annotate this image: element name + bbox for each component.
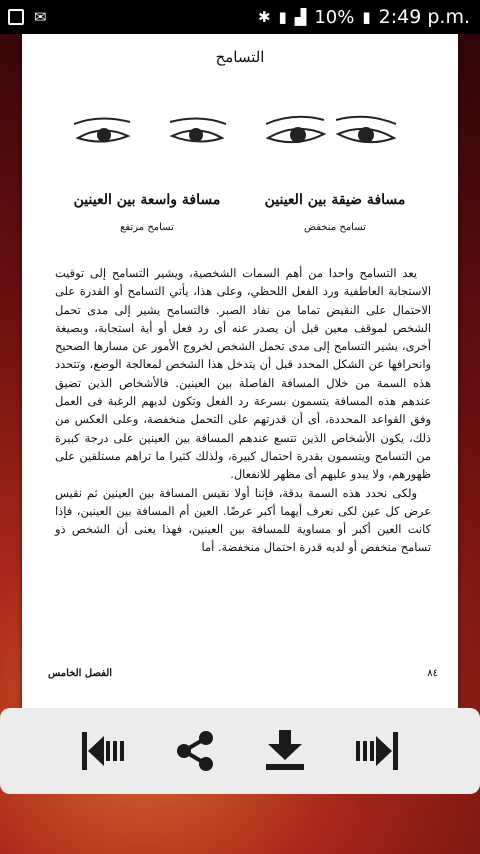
paragraph: يعد التسامح واحدا من أهم السمات الشخصية، ويشير التسامح إلى توقيت الاستجابة العاطفية ورد الفعل اللحظي، وعلى هذا، يأتي التسامح أو القدرة على الاحتمال على النقيض تماما من نفاد الصبر. فالتسامح يشير إلى مدى تحمل الشخص لموقف معين قبل أن يصدر عنه أى رد فعل أو أية استجابة، وبصيغة أخرى، يشير التسامح إلى مدى تحمل الشخص لخروج الأمور عن مسارها الصحيح وانحرافها عن الشكل المحدد قبل أن يتدخل هذا الشخص لمعالجة الوضع، وتتحدد هذه السمة من خلال المسافة الفاصلة بين العينين. فالأشخاص الذين تضيق عندهم هذه المسافة يتسمون بسرعة رد الفعل وتكون لديهم الرغبة فى العمل وفق القواعد المحددة، أى أن قدرتهم على التحمل منخفضة، وعلى العكس من ذلك، يكون الأشخاص الذين تتسع عندهم المسافة بين العينين على درجة كبيرة من التسامح ويتسمون بقدرة احتمال كبيرة، ولذلك كثيرا ما تراهم مستلقين على ظهورهم، ولا يبدو عليهم أى مظهر للانفعال. <box>55 266 431 482</box>
previous-page-icon <box>78 724 132 778</box>
share-button[interactable] <box>168 724 222 778</box>
caption-wide <box>52 192 242 233</box>
caption-wide-title: مسافة واسعة بين العينين <box>73 192 221 208</box>
caption-narrow-sub: تسامح منخفض <box>304 222 366 233</box>
page-number: ٨٤ <box>427 668 438 679</box>
status-bar <box>0 0 480 34</box>
caption-narrow <box>240 192 430 233</box>
clock: 2:49 p.m. <box>378 6 470 28</box>
mail-icon: ✉ <box>34 8 47 26</box>
next-page-button[interactable] <box>348 724 402 778</box>
share-icon <box>168 724 222 778</box>
signal-icon: ▟ <box>294 8 307 26</box>
body-text <box>55 264 431 557</box>
footer-chapter: الفصل الخامس <box>48 668 113 679</box>
caption-narrow-title: مسافة ضيقة بين العينين <box>264 192 406 208</box>
battery-icon: ▮ <box>362 8 371 26</box>
paragraph: ولكى نحدد هذه السمة بدقة، فإننا أولا نقيس المسافة بين العينين ثم نقيس عرض كل عين لكى نعرف أيهما أكبر عرضًا. العين أم المسافة بين العينين، فإذا كانت العين أكبر أو مساوية للمسافة بين العينين، فهذا يعنى أن الشخص ذو تسامح منخفض أو لديه قدرة احتمال منخفضة. أما <box>55 485 431 555</box>
previous-page-button[interactable] <box>78 724 132 778</box>
reader-toolbar <box>0 708 480 794</box>
book-page <box>22 34 458 710</box>
battery-percent: 10% <box>314 6 355 28</box>
bluetooth-icon: ✱ <box>257 8 271 26</box>
download-icon <box>258 724 312 778</box>
image-icon <box>8 9 24 25</box>
eyes-illustration <box>70 110 430 154</box>
sim-icon: ▮ <box>278 8 287 26</box>
next-page-icon <box>348 724 402 778</box>
chapter-title: التسامح <box>215 48 265 66</box>
caption-wide-sub: تسامح مرتفع <box>120 222 174 233</box>
download-button[interactable] <box>258 724 312 778</box>
